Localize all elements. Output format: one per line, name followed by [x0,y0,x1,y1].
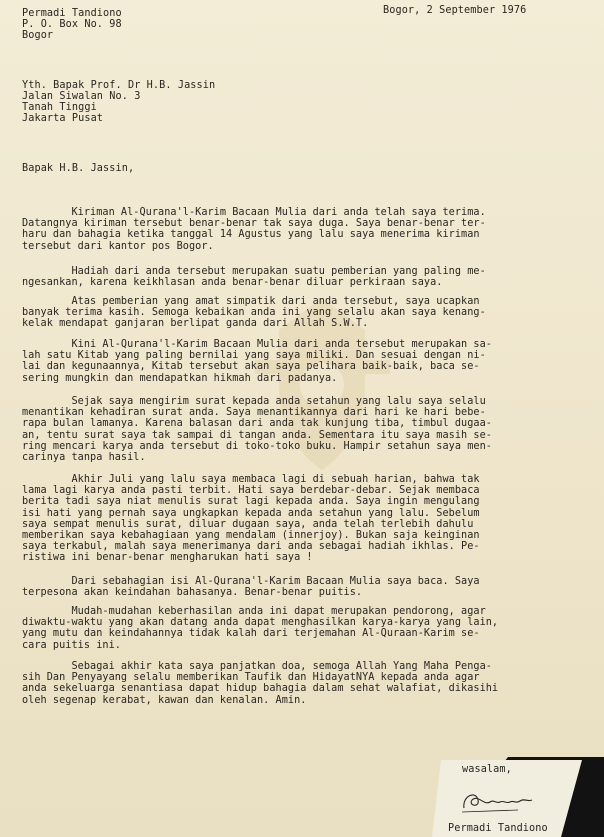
paragraph-2 [22,266,582,288]
paragraph-line: Sejak saya mengirim surat kepada anda setahun yang lalu saya selalu [22,396,486,407]
paragraph-line: ring mencari karya anda tersebut di toko-toko buku. Hampir setahun saya men- [22,440,492,452]
paragraph-line: oleh segenap kerabat, kawan dan kenalan. Amin. [22,694,307,706]
closing: wasalam, [462,764,512,775]
paragraph-7 [22,576,582,598]
paragraph-line: rapa bulan lamanya. Karena balasan dari anda tak kunjung tiba, timbul dugaa- [22,418,492,430]
paragraph-line: haru dan bahagia ketika tanggal 14 Agustus yang lalu saya menerima kiriman [22,229,480,241]
signature-name: Permadi Tandiono [448,823,548,834]
sender-pobox: P. O. Box No. 98 [22,19,122,30]
paragraph-3 [22,296,582,330]
paragraph-line: an, tentu surat saya tak sampai di tangan anda. Sementara itu saya masih se- [22,429,492,441]
paragraph-line: cara puitis ini. [22,639,121,651]
paragraph-line: Hadiah dari anda tersebut merupakan suatu pemberian yang paling me- [22,266,486,277]
paragraph-line: saya terkabul, malah saya menerimanya dari anda sebagai hadiah ikhlas. Pe- [22,541,480,553]
paragraph-5 [22,396,582,463]
recipient-city: Jakarta Pusat [22,113,104,124]
sender-city: Bogor [22,30,54,41]
recipient-name: Yth. Bapak Prof. Dr H.B. Jassin [22,80,216,91]
paragraph-line: Kini Al-Qurana'l-Karim Bacaan Mulia dari anda tersebut merupakan sa- [22,339,492,350]
paragraph-line: Mudah-mudahan keberhasilan anda ini dapat merupakan pendorong, agar [22,606,486,617]
paragraph-line: Kiriman Al-Qurana'l-Karim Bacaan Mulia dari anda telah saya terima. [22,207,486,218]
sender-name: Permadi Tandiono [22,8,122,19]
paragraph-line: Akhir Juli yang lalu saya membaca lagi di sebuah harian, bahwa tak [22,474,480,485]
recipient-area: Tanah Tinggi [22,102,97,113]
paragraph-9 [22,661,582,706]
paragraph-8 [22,606,582,651]
date-line: Bogor, 2 September 1976 [383,5,527,16]
paragraph-line: anda sekeluarga senantiasa dapat hidup bahagia dalam sehat walafiat, dikasihi [22,683,499,695]
paragraph-line: ristiwa ini benar-benar mengharukan hati saya ! [22,552,313,564]
paragraph-line: ngesankan, karena keikhlasan anda benar-benar diluar perkiraan saya. [22,277,443,289]
handwritten-signature-icon [458,786,538,816]
paragraph-line: memberikan saya kebahagiaan yang mendalam (innerjoy). Bukan saja keinginan [22,530,480,542]
paragraph-line: Atas pemberian yang amat simpatik dari anda tersebut, saya ucapkan [22,296,480,307]
paragraph-4 [22,339,582,384]
salutation: Bapak H.B. Jassin, [22,163,135,174]
recipient-street: Jalan Siwalan No. 3 [22,91,141,102]
paragraph-line: banyak terima kasih. Semoga kebaikan anda ini yang selalu akan saya kenang- [22,307,486,319]
paragraph-line: lai dan kegunaannya, Kitab tersebut akan saya pelihara baik-baik, baca se- [22,361,480,373]
paragraph-line: isi hati yang pernah saya ungkapkan kepada anda setahun yang lalu. Sebelum [22,507,480,519]
paragraph-1 [22,207,582,252]
paragraph-line: kelak mendapat ganjaran berlipat ganda dari Allah S.W.T. [22,318,369,330]
paragraph-6 [22,474,582,564]
paragraph-line: sering mungkin dan mendapatkan hikmah dari padanya. [22,372,338,384]
paragraph-line: carinya tanpa hasil. [22,452,146,464]
paragraph-line: lah satu Kitab yang paling bernilai yang saya miliki. Dan sesuai dengan ni- [22,350,486,362]
paragraph-line: Dari sebahagian isi Al-Qurana'l-Karim Bacaan Mulia saya baca. Saya [22,576,480,587]
paragraph-line: Datangnya kiriman tersebut benar-benar tak saya duga. Saya benar-benar ter- [22,218,486,230]
paragraph-line: tersebut dari kantor pos Bogor. [22,240,214,252]
paragraph-line: menantikan kehadiran surat anda. Saya menantikannya dari hari ke hari bebe- [22,407,486,419]
paragraph-line: yang mutu dan keindahannya tidak kalah dari terjemahan Al-Quraan-Karim se- [22,628,480,640]
paragraph-line: lama lagi karya anda pasti terbit. Hati saya berdebar-debar. Sejak membaca [22,485,480,497]
paragraph-line: saya sempat menulis surat, diluar dugaan saya, anda telah terlebih dahulu [22,518,474,530]
paragraph-line: terpesona akan keindahan bahasanya. Benar-benar puitis. [22,587,363,599]
paragraph-line: sih Dan Penyayang selalu memberikan Taufik dan HidayatNYA kepada anda agar [22,672,480,684]
paragraph-line: diwaktu-waktu yang akan datang anda dapat menghasilkan karya-karya yang lain, [22,617,499,629]
paragraph-line: berita tadi saya niat menulis surat lagi kepada anda. Saya ingin mengulang [22,496,480,508]
paragraph-line: Sebagai akhir kata saya panjatkan doa, semoga Allah Yang Maha Penga- [22,661,492,672]
